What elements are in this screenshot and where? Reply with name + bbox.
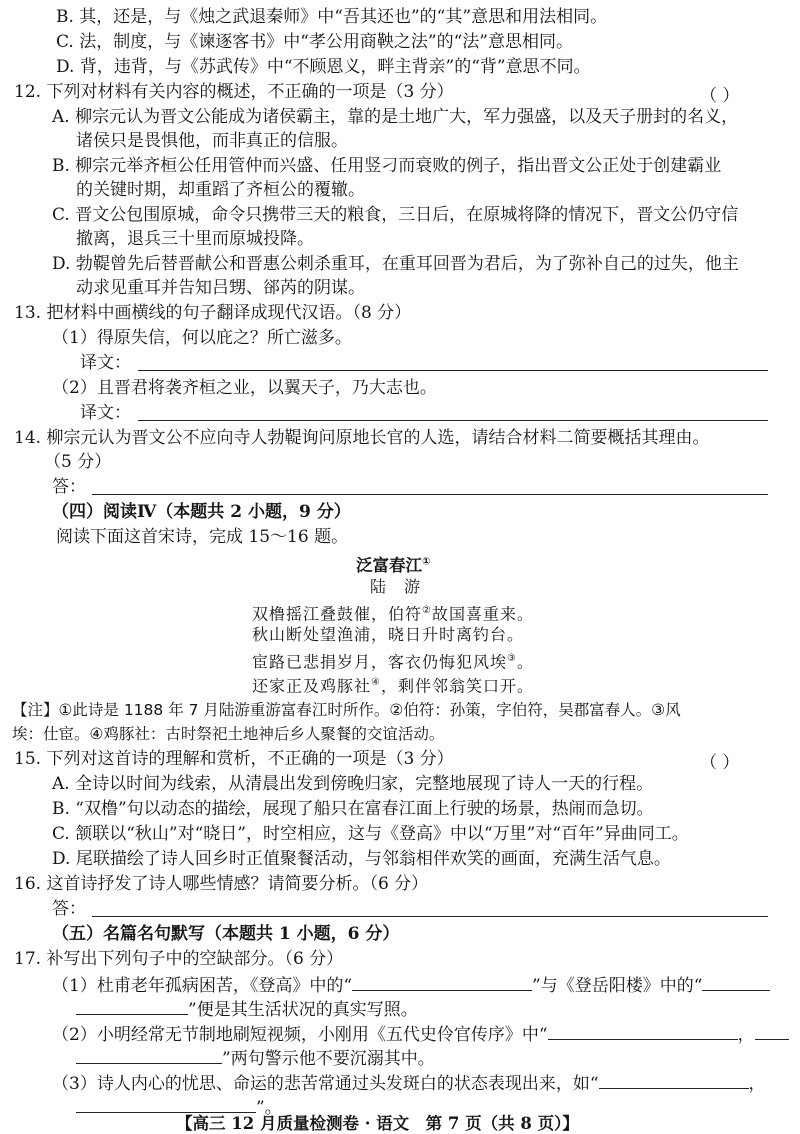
q16-stem: 16. 这首诗抒发了诗人哪些情感？请简要分析。（6 分） bbox=[14, 874, 429, 894]
q14-stem: 14. 柳宗元认为晋文公不应向寺人勃鞮询问原地长官的人选，请结合材料二简要概括其理由。 bbox=[14, 428, 710, 448]
q13-answer-label-1: 译文： bbox=[80, 353, 131, 373]
q17-stem: 17. 补写出下列句子中的空缺部分。（6 分） bbox=[14, 949, 344, 969]
q11-option-b: B. 其，还是，与《烛之武退秦师》中“吾其还也”的“其”意思和用法相同。 bbox=[56, 7, 608, 27]
q13-answer-line-1[interactable] bbox=[138, 370, 768, 371]
poem-title: 泛富春江① bbox=[356, 556, 431, 575]
q12-answer-paren: （ ） bbox=[700, 86, 740, 106]
q14-score: （5 分） bbox=[44, 452, 112, 472]
q17-blank-2a[interactable] bbox=[702, 973, 770, 991]
q13-answer-label-2: 译文： bbox=[80, 403, 131, 423]
q17-sentence-3-cont: ”。 bbox=[76, 1095, 282, 1119]
poem-line-3: 宦路已悲捐岁月，客衣仍悔犯风埃③。 bbox=[252, 652, 534, 672]
q17-sentence-1: （1）杜甫老年孤病困苦，《登高》中的“ ”与《登岳阳楼》中的“ bbox=[52, 973, 770, 997]
poem-notes-line-2: 埃：仕宦。④鸡豚社：古时祭祀土地神后乡人聚餐的交谊活动。 bbox=[12, 725, 445, 743]
page-footer: 【高三 12 月质量检测卷 · 语文 第 7 页（共 8 页）】 bbox=[176, 1114, 579, 1133]
poem-line-2: 秋山断处望渔浦，晓日升时离钓台。 bbox=[252, 625, 525, 644]
q16-answer-label: 答： bbox=[52, 899, 86, 919]
poem-line-4: 还家正及鸡豚社④，剩伴邻翁笑口开。 bbox=[252, 676, 534, 696]
q15-option-b: B. “双橹”句以动态的描绘，展现了船只在富春江面上行驶的场景，热闹而急切。 bbox=[52, 799, 654, 819]
section-4-title: （四）阅读Ⅳ（本题共 2 小题，9 分） bbox=[52, 502, 351, 522]
q17-sentence-3: （3）诗人内心的忧思、命运的悲苦常通过头发斑白的状态表现出来，如“ ， bbox=[52, 1071, 766, 1095]
poem-author: 陆 游 bbox=[370, 577, 422, 596]
q11-option-c: C. 法，制度，与《谏逐客书》中“孝公用商鞅之法”的“法”意思相同。 bbox=[56, 32, 573, 52]
q15-answer-paren: （ ） bbox=[700, 753, 740, 773]
q17-blank-3[interactable] bbox=[548, 1022, 738, 1040]
q15-option-a: A. 全诗以时间为线索，从清晨出发到傍晚归家，完整地展现了诗人一天的行程。 bbox=[52, 774, 654, 794]
q17-blank-4a[interactable] bbox=[755, 1022, 789, 1040]
q12-option-c-line1: C. 晋文公包围原城，命令只携带三天的粮食，三日后，在原城将降的情况下，晋文公仍守信 bbox=[52, 205, 739, 225]
q14-answer-label: 答： bbox=[52, 477, 86, 497]
q16-answer-line[interactable] bbox=[92, 916, 768, 917]
q12-option-d-line1: D. 勃鞮曾先后替晋献公和晋惠公刺杀重耳，在重耳回晋为君后，为了弥补自己的过失，他主 bbox=[52, 254, 739, 274]
q12-stem: 12. 下列对材料有关内容的概述，不正确的一项是（3 分） bbox=[14, 82, 454, 102]
section-5-title: （五）名篇名句默写（本题共 1 小题，6 分） bbox=[52, 924, 400, 944]
q12-option-b-line1: B. 柳宗元举齐桓公任用管仲而兴盛、任用竖刁而衰败的例子，指出晋文公正处于创建霸业 bbox=[52, 156, 722, 176]
q13-answer-line-2[interactable] bbox=[138, 420, 768, 421]
q13-stem: 13. 把材料中画横线的句子翻译成现代汉语。（8 分） bbox=[14, 303, 412, 323]
q17-sentence-2: （2）小明经常无节制地刷短视频，小刚用《五代史伶官传序》中“ ， bbox=[52, 1022, 789, 1046]
q11-option-d: D. 背，违背，与《苏武传》中“不顾恩义，畔主背亲”的“背”意思不同。 bbox=[56, 57, 591, 77]
q17-sentence-1-cont: ”便是其生活状况的真实写照。 bbox=[76, 997, 418, 1021]
poem-notes-line-1: 【注】①此诗是 1188 年 7 月陆游重游富春江时所作。②伯符：孙策，字伯符，吴郡富春人。③风 bbox=[12, 701, 681, 719]
q15-stem: 15. 下列对这首诗的理解和赏析，不正确的一项是（3 分） bbox=[14, 749, 454, 769]
q15-option-d: D. 尾联描绘了诗人回乡时正值聚餐活动，与邻翁相伴欢笑的画面，充满生活气息。 bbox=[52, 849, 671, 869]
q12-option-b-line2: 的关键时期，却重蹈了齐桓公的覆辙。 bbox=[76, 180, 365, 200]
section-4-intro: 阅读下面这首宋诗，完成 15～16 题。 bbox=[56, 527, 349, 547]
q17-blank-4b[interactable] bbox=[76, 1046, 222, 1064]
q17-blank-2b[interactable] bbox=[76, 997, 188, 1015]
poem-line-1: 双橹摇江叠鼓催，伯符②故国喜重来。 bbox=[252, 604, 534, 624]
q14-answer-line[interactable] bbox=[92, 494, 768, 495]
q17-blank-5[interactable] bbox=[599, 1071, 749, 1089]
q17-blank-1[interactable] bbox=[352, 973, 532, 991]
q12-option-a-line2: 诸侯只是畏惧他，而非真正的信服。 bbox=[76, 131, 348, 151]
q13-sentence-1: （1）得原失信，何以庇之？所亡滋多。 bbox=[52, 328, 352, 348]
q13-sentence-2: （2）且晋君将袭齐桓之业，以翼天子，乃大志也。 bbox=[52, 378, 437, 398]
q15-option-c: C. 颔联以“秋山”对“晓日”，时空相应，这与《登高》中以“万里”对“百年”异曲同工。 bbox=[52, 824, 689, 844]
q12-option-c-line2: 撤离，退兵三十里而原城投降。 bbox=[76, 229, 314, 249]
q12-option-d-line2: 动求见重耳并告知吕甥、郤芮的阴谋。 bbox=[76, 278, 365, 298]
q12-option-a-line1: A. 柳宗元认为晋文公能成为诸侯霸主，靠的是土地广大，军力强盛，以及天子册封的名义， bbox=[52, 107, 739, 127]
q17-sentence-2-cont: ”两句警示他不要沉溺其中。 bbox=[76, 1046, 435, 1070]
